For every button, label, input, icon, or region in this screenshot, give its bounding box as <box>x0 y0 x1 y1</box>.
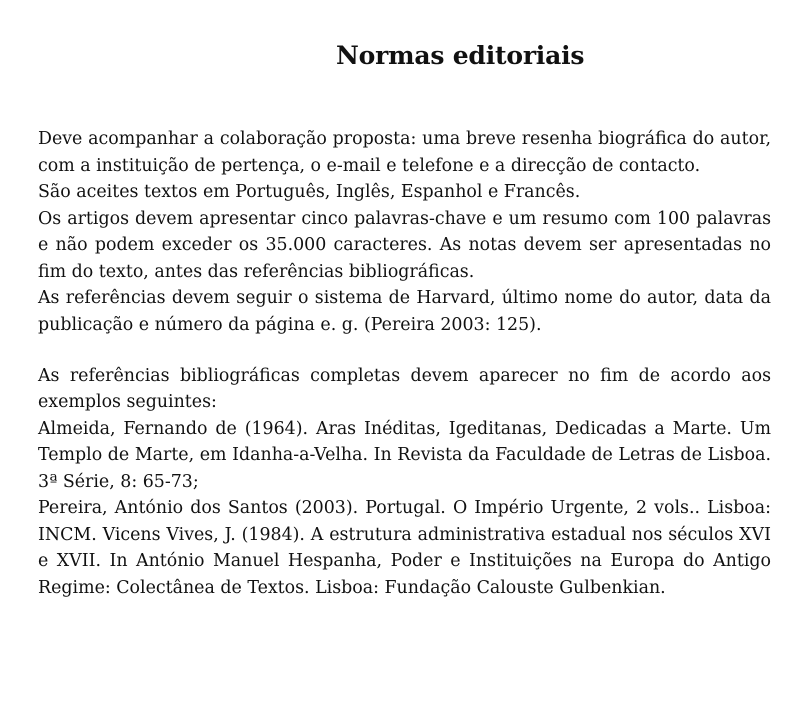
paragraph-references-intro: As referências bibliográficas completas devem aparecer no fim de acordo aos exemplos seguintes: <box>38 365 771 412</box>
paragraph-article-format: Os artigos devem apresentar cinco palavras-chave e um resumo com 100 palavras e não podem exceder os 35.000 caracteres. As notas devem ser apresentadas no fim do texto, antes das referências bibliográficas. <box>38 208 771 282</box>
reference-entry: Almeida, Fernando de (1964). Aras Inéditas, Igeditanas, Dedicadas a Marte. Um Templo de Marte, em Idanha-a-Velha. In Revista da Faculdade de Letras de Lisboa. 3ª Série, 8: 65-73; <box>38 418 771 492</box>
reference-entry: Pereira, António dos Santos (2003). Portugal. O Império Urgente, 2 vols.. Lisboa: INCM. Vicens Vives, J. (1984). A estrutura administrativa estadual nos séculos XVI e XVII. In António Manuel Hespanha, Poder e Instituições na Europa do Antigo Regime: Colectânea de Textos. Lisboa: Fundação Calouste Gulbenkian. <box>38 498 771 598</box>
paragraph-citation-style: As referências devem seguir o sistema de Harvard, último nome do autor, data da publicação e número da página e. g. (Pereira 2003: 125). <box>38 288 771 335</box>
document-body <box>38 126 771 601</box>
page-title: Normas editoriais <box>336 41 585 70</box>
section-spacer <box>38 338 771 363</box>
paragraph-languages: São aceites textos em Português, Inglês, Espanhol e Francês. <box>38 182 581 202</box>
paragraph-submission: Deve acompanhar a colaboração proposta: uma breve resenha biográfica do autor, com a instituição de pertença, o e-mail e telefone e a direcção de contacto. <box>38 129 771 176</box>
